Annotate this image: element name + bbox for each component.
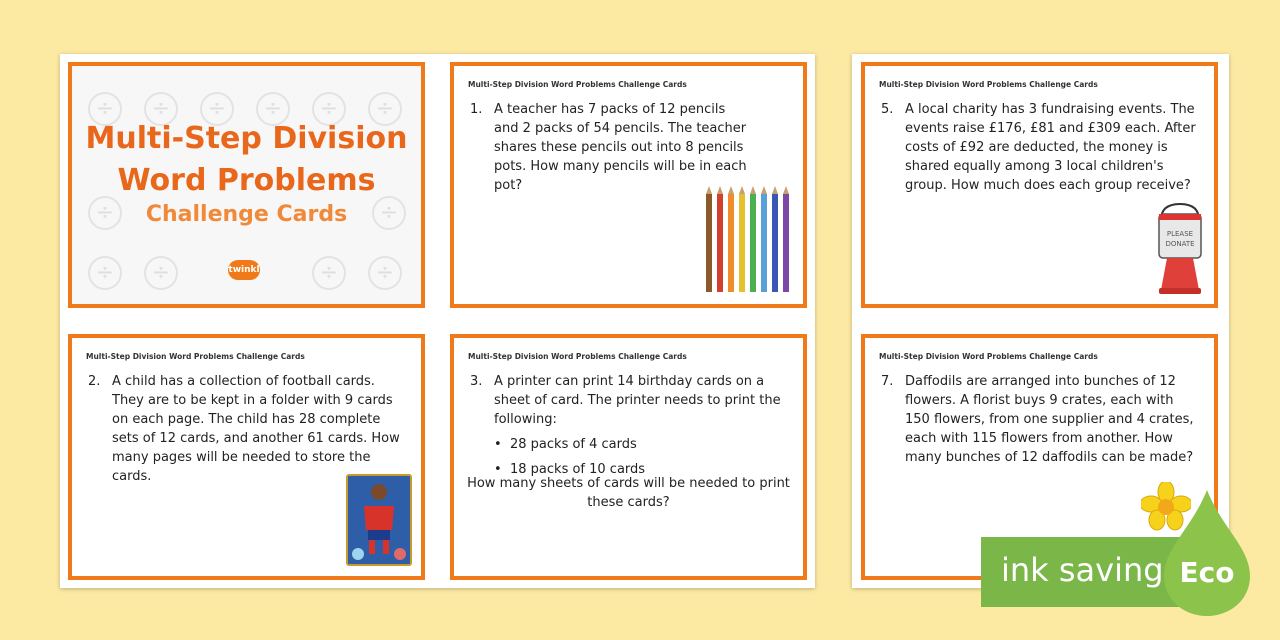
card-header: Multi-Step Division Word Problems Challenge Cards xyxy=(468,352,687,361)
card-header: Multi-Step Division Word Problems Challenge Cards xyxy=(879,352,1098,361)
challenge-card-3 xyxy=(450,334,807,580)
eco-label: Eco xyxy=(1179,556,1235,589)
card-header: Multi-Step Division Word Problems Challenge Cards xyxy=(879,80,1098,89)
page-title xyxy=(72,118,421,202)
eco-leaf-icon xyxy=(1162,488,1252,618)
divide-symbol-icon: ÷ xyxy=(368,256,402,290)
ink-saving-label: ink saving xyxy=(1001,551,1164,589)
tin-label-please: PLEASE xyxy=(1166,230,1194,238)
divide-symbol-icon: ÷ xyxy=(88,256,122,290)
divide-symbol-icon: ÷ xyxy=(312,256,346,290)
challenge-card-1 xyxy=(450,62,807,308)
divide-symbol-icon: ÷ xyxy=(256,92,290,126)
divide-symbol-icon: ÷ xyxy=(144,92,178,126)
card-header: Multi-Step Division Word Problems Challenge Cards xyxy=(468,80,687,89)
card-header: Multi-Step Division Word Problems Challenge Cards xyxy=(86,352,305,361)
divide-symbol-icon: ÷ xyxy=(312,92,346,126)
divide-symbol-icon: ÷ xyxy=(372,196,406,230)
divide-symbol-icon: ÷ xyxy=(88,196,122,230)
question-number: 5. xyxy=(881,102,894,117)
question-number: 3. xyxy=(470,374,483,389)
subtitle: Challenge Cards xyxy=(145,202,348,227)
twinkl-logo: twinkl xyxy=(228,260,260,280)
question-closing: How many sheets of cards will be needed to print these cards? xyxy=(467,476,790,510)
divide-symbol-icon: ÷ xyxy=(144,256,178,290)
challenge-card-2 xyxy=(68,334,425,580)
challenge-card-5 xyxy=(861,62,1218,308)
tin-label-donate: DONATE xyxy=(1165,240,1195,248)
list-item: • 18 packs of 10 cards xyxy=(494,460,787,479)
divide-symbol-icon: ÷ xyxy=(368,92,402,126)
question-number: 2. xyxy=(88,374,101,389)
football-card-icon xyxy=(346,474,412,566)
question-number: 7. xyxy=(881,374,894,389)
question-text xyxy=(494,372,787,485)
title-card xyxy=(68,62,425,308)
donation-tin-icon xyxy=(1153,200,1207,298)
title-line-1: Multi-Step Division xyxy=(85,121,408,156)
question-bullets xyxy=(494,435,787,479)
question-text: A teacher has 7 packs of 12 pencils and 2 packs of 54 pencils. The teacher shares these pencils out into 8 pencils pots. How many pencils will be in each pot? xyxy=(494,102,747,193)
list-item: • 28 packs of 4 cards xyxy=(494,435,787,454)
question-number: 1. xyxy=(470,102,483,117)
question-text: A local charity has 3 fundraising events. The events raise £176, £81 and £309 each. After costs of £92 are deducted, the money is shared equally among 3 local children's group. How much does each group receive? xyxy=(905,102,1196,193)
question-intro: A printer can print 14 birthday cards on a sheet of card. The printer needs to print the following: xyxy=(494,374,781,427)
divide-symbol-icon: ÷ xyxy=(200,92,234,126)
title-line-2: Word Problems xyxy=(117,163,376,198)
divide-symbol-icon: ÷ xyxy=(88,92,122,126)
colored-pencils-icon xyxy=(704,186,796,296)
question-text: A child has a collection of football cards. They are to be kept in a folder with 9 cards on each page. The child has 28 complete sets of 12 cards, and another 61 cards. How many pages will be needed to store the cards. xyxy=(112,374,400,484)
question-text: Daffodils are arranged into bunches of 12 flowers. A florist buys 9 crates, each with 150 flowers, from one supplier and 4 crates, each with 115 flowers from another. How many bunches of 12 daffodils can be made? xyxy=(905,374,1194,465)
